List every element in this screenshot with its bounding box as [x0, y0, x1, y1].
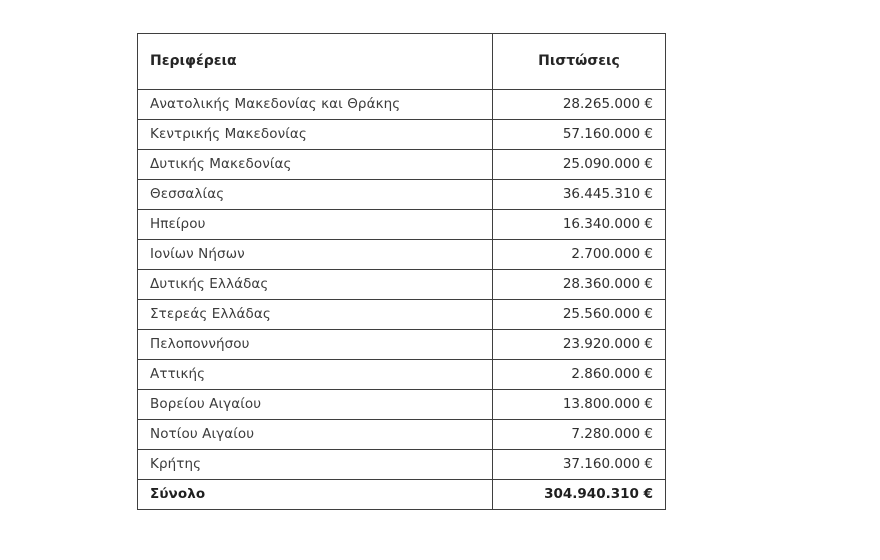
- table-row: [138, 90, 666, 120]
- table-row: [138, 150, 666, 180]
- cell-region: Κρήτης: [138, 450, 493, 480]
- table-header: [138, 34, 666, 90]
- cell-amount: 23.920.000 €: [493, 330, 666, 360]
- cell-region: Πελοποννήσου: [138, 330, 493, 360]
- column-header-amount: Πιστώσεις: [493, 34, 666, 90]
- cell-region: Ανατολικής Μακεδονίας και Θράκης: [138, 90, 493, 120]
- cell-region: Νοτίου Αιγαίου: [138, 420, 493, 450]
- cell-region: Ηπείρου: [138, 210, 493, 240]
- cell-amount: 13.800.000 €: [493, 390, 666, 420]
- table-row: [138, 240, 666, 270]
- total-label: Σύνολο: [138, 480, 493, 510]
- cell-region: Βορείου Αιγαίου: [138, 390, 493, 420]
- cell-region: Ιονίων Νήσων: [138, 240, 493, 270]
- table-row: [138, 300, 666, 330]
- table-row: [138, 210, 666, 240]
- table-body: [138, 90, 666, 510]
- credits-table: [137, 33, 666, 510]
- cell-amount: 25.560.000 €: [493, 300, 666, 330]
- total-amount: 304.940.310 €: [493, 480, 666, 510]
- cell-region: Στερεάς Ελλάδας: [138, 300, 493, 330]
- table-row: [138, 420, 666, 450]
- cell-region: Δυτικής Μακεδονίας: [138, 150, 493, 180]
- table-row: [138, 270, 666, 300]
- cell-region: Αττικής: [138, 360, 493, 390]
- cell-region: Δυτικής Ελλάδας: [138, 270, 493, 300]
- cell-amount: 16.340.000 €: [493, 210, 666, 240]
- cell-amount: 7.280.000 €: [493, 420, 666, 450]
- table-total-row: [138, 480, 666, 510]
- cell-amount: 37.160.000 €: [493, 450, 666, 480]
- cell-region: Θεσσαλίας: [138, 180, 493, 210]
- table-row: [138, 330, 666, 360]
- table-row: [138, 390, 666, 420]
- cell-amount: 2.860.000 €: [493, 360, 666, 390]
- table-row: [138, 450, 666, 480]
- cell-amount: 28.265.000 €: [493, 90, 666, 120]
- table-row: [138, 120, 666, 150]
- table-header-row: [138, 34, 666, 90]
- table-row: [138, 360, 666, 390]
- cell-amount: 36.445.310 €: [493, 180, 666, 210]
- cell-amount: 28.360.000 €: [493, 270, 666, 300]
- cell-amount: 25.090.000 €: [493, 150, 666, 180]
- cell-region: Κεντρικής Μακεδονίας: [138, 120, 493, 150]
- cell-amount: 57.160.000 €: [493, 120, 666, 150]
- column-header-region: Περιφέρεια: [138, 34, 493, 90]
- table-row: [138, 180, 666, 210]
- cell-amount: 2.700.000 €: [493, 240, 666, 270]
